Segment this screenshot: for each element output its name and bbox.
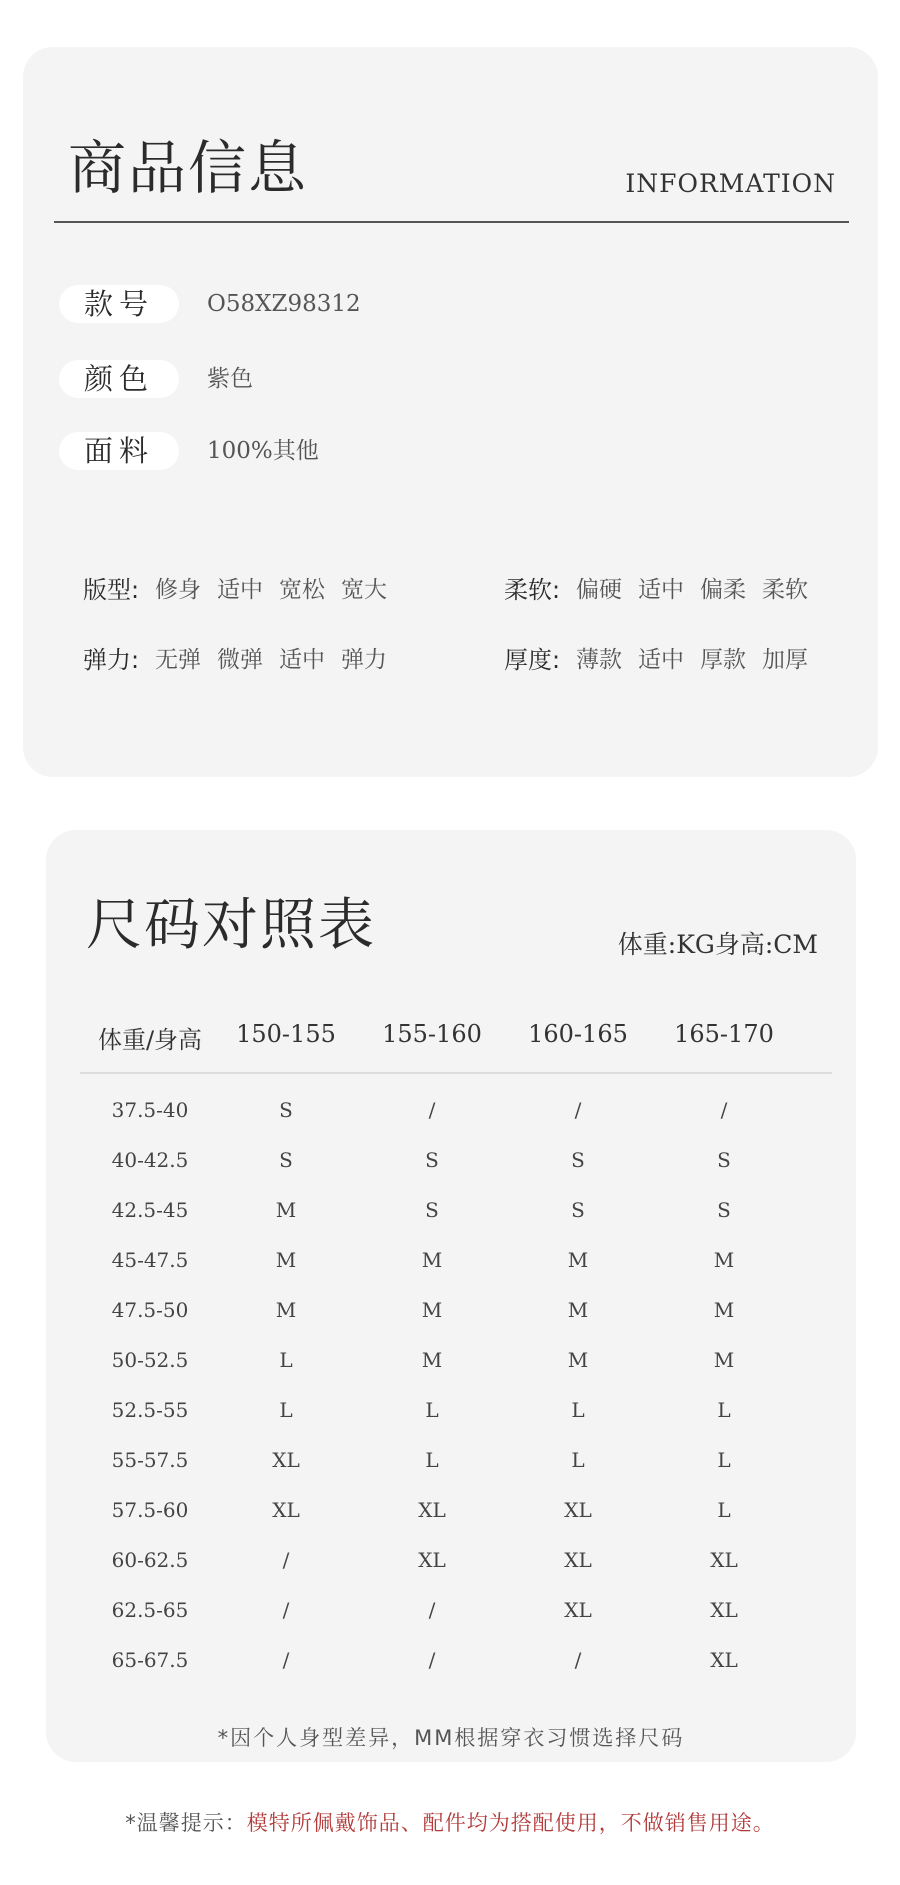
attr-softness-option: 柔软 [762,577,808,603]
size-cell: L [279,1348,293,1372]
weight-cell: 60-62.5 [111,1548,189,1572]
size-chart-card [46,830,856,1762]
info-title: 商品信息 [68,134,309,202]
field-value-fabric: 100%其他 [207,438,319,464]
attr-softness-option: 适中 [638,577,684,603]
header-cell: 165-170 [674,1020,774,1048]
field-label-fabric: 面料 [59,432,179,470]
table-row [46,1348,856,1378]
table-row [46,1448,856,1478]
size-cell: XL [272,1498,300,1522]
weight-cell: 57.5-60 [111,1498,189,1522]
size-cell: XL [564,1598,592,1622]
size-chart-unit: 体重:KG身高:CM [617,930,818,959]
size-cell: S [425,1198,439,1222]
attr-elasticity-option-selected: 弹力 [337,641,391,679]
weight-cell: 52.5-55 [111,1398,189,1422]
size-cell: S [279,1098,293,1122]
size-chart-note: *因个人身型差异，MM根据穿衣习惯选择尺码 [217,1726,685,1750]
table-row [46,1548,856,1578]
size-cell: / [428,1098,436,1122]
size-cell: S [717,1198,731,1222]
attr-fit-option: 宽松 [279,577,325,603]
size-cell: M [421,1248,443,1272]
attr-thickness-label: 厚度: [504,646,561,674]
size-cell: / [720,1098,728,1122]
size-cell: L [425,1448,439,1472]
attr-elasticity-option: 微弹 [217,647,263,673]
attr-fit [83,571,423,611]
header-cell: 150-155 [236,1020,336,1048]
size-cell: XL [710,1648,738,1672]
field-value-style-no: O58XZ98312 [207,291,361,317]
size-cell: S [279,1148,293,1172]
size-cell: M [275,1248,297,1272]
size-cell: M [567,1348,589,1372]
attr-softness-label: 柔软: [504,576,561,604]
size-cell: S [425,1148,439,1172]
size-table-header [46,1020,856,1060]
size-cell: S [571,1198,585,1222]
table-row [46,1598,856,1628]
table-row [46,1398,856,1428]
size-cell: S [717,1148,731,1172]
field-label-style-no: 款号 [59,285,179,323]
weight-cell: 47.5-50 [111,1298,189,1322]
size-cell: M [567,1298,589,1322]
title-divider [54,221,849,223]
attr-thickness-option-selected: 适中 [634,641,688,679]
product-info-card [23,47,878,777]
attr-elasticity-label: 弹力: [83,646,140,674]
weight-cell: 50-52.5 [111,1348,189,1372]
size-cell: XL [418,1548,446,1572]
table-row [46,1248,856,1278]
table-row [46,1298,856,1328]
size-cell: / [574,1098,582,1122]
size-cell: M [421,1348,443,1372]
field-value-color: 紫色 [207,366,253,392]
size-cell: / [282,1648,290,1672]
attr-elasticity [83,641,423,681]
size-cell: / [574,1648,582,1672]
size-cell: XL [564,1548,592,1572]
weight-cell: 55-57.5 [111,1448,189,1472]
size-cell: L [571,1448,585,1472]
size-cell: / [282,1548,290,1572]
header-cell: 155-160 [382,1020,482,1048]
size-cell: M [275,1198,297,1222]
weight-cell: 40-42.5 [111,1148,189,1172]
table-row [46,1148,856,1178]
table-row [46,1648,856,1678]
size-cell: / [428,1598,436,1622]
size-cell: L [571,1398,585,1422]
attr-thickness [504,641,844,681]
size-cell: / [428,1648,436,1672]
attr-softness [504,571,844,611]
header-cell: 体重/身高 [97,1026,203,1054]
weight-cell: 37.5-40 [111,1098,189,1122]
attr-thickness-option: 加厚 [762,647,808,673]
attr-elasticity-option: 无弹 [155,647,201,673]
header-divider [80,1072,832,1074]
attr-fit-option: 修身 [155,577,201,603]
size-chart-title: 尺码对照表 [86,893,376,958]
info-title-en: INFORMATION [625,169,836,198]
size-cell: M [421,1298,443,1322]
attr-fit-option-selected: 适中 [213,571,267,609]
size-cell: L [717,1448,731,1472]
size-cell: XL [710,1598,738,1622]
field-label-color: 颜色 [59,360,179,398]
attr-elasticity-option: 适中 [279,647,325,673]
size-cell: / [282,1598,290,1622]
table-row [46,1098,856,1128]
size-cell: M [713,1248,735,1272]
warm-tip-prefix: *温馨提示： [125,1811,247,1835]
weight-cell: 62.5-65 [111,1598,189,1622]
attr-thickness-option: 厚款 [700,647,746,673]
size-cell: XL [564,1498,592,1522]
weight-cell: 42.5-45 [111,1198,189,1222]
size-cell: XL [418,1498,446,1522]
header-cell: 160-165 [528,1020,628,1048]
size-cell: L [717,1498,731,1522]
size-cell: L [279,1398,293,1422]
attr-fit-option: 宽大 [341,577,387,603]
warm-tip-text: 模特所佩戴饰品、配件均为搭配使用，不做销售用途。 [246,1811,775,1835]
weight-cell: 65-67.5 [111,1648,189,1672]
size-cell: S [571,1148,585,1172]
size-cell: M [713,1348,735,1372]
size-cell: M [567,1248,589,1272]
size-cell: M [713,1298,735,1322]
size-cell: L [717,1398,731,1422]
weight-cell: 45-47.5 [111,1248,189,1272]
warm-tip [0,1807,900,1837]
attr-thickness-option: 薄款 [576,647,622,673]
table-row [46,1498,856,1528]
table-row [46,1198,856,1228]
size-cell: XL [710,1548,738,1572]
size-cell: L [425,1398,439,1422]
attr-fit-label: 版型: [83,576,140,604]
size-cell: M [275,1298,297,1322]
attr-softness-option: 偏硬 [576,577,622,603]
attr-softness-option-selected: 偏柔 [696,571,750,609]
size-cell: XL [272,1448,300,1472]
